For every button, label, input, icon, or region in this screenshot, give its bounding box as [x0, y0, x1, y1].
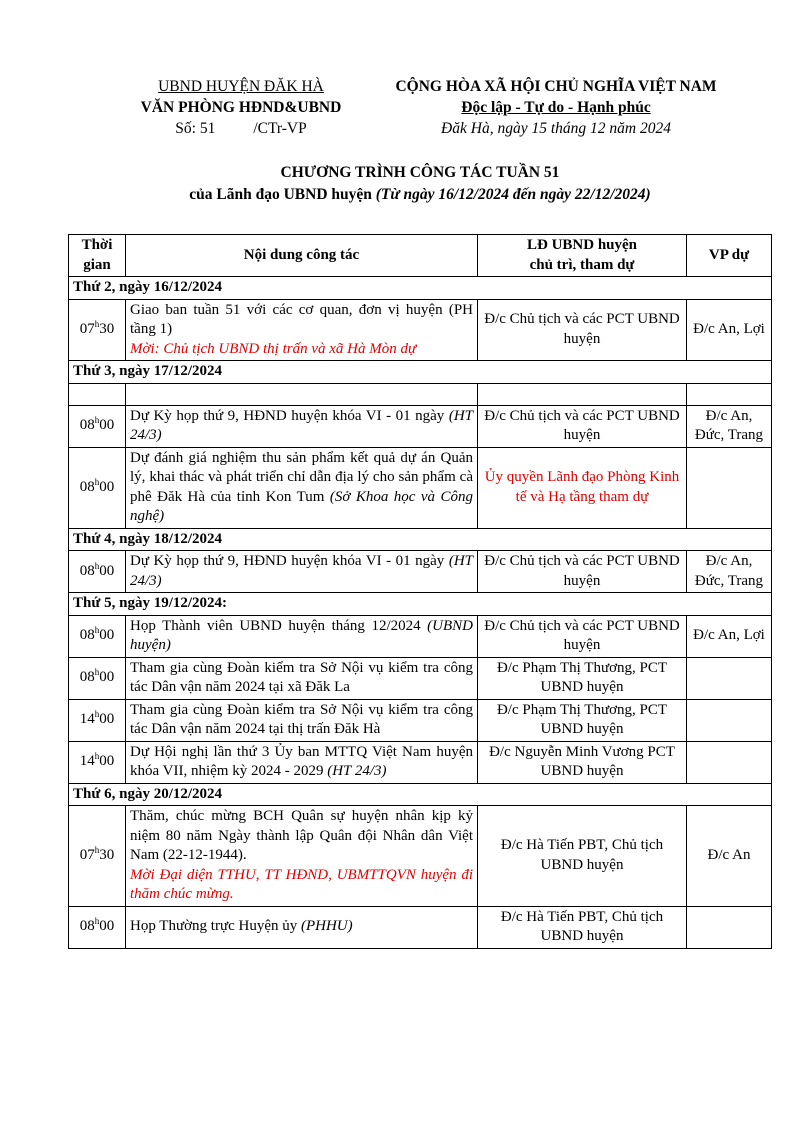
- document-number: [130, 118, 352, 139]
- nation-name: CỘNG HÒA XÃ HỘI CHỦ NGHĨA VIỆT NAM: [395, 78, 717, 95]
- leader-cell: Đ/c Nguyễn Minh Vương PCT UBND huyện: [478, 741, 687, 783]
- table-row: [69, 551, 772, 593]
- title-date-range: (Từ ngày 16/12/2024 đến ngày 22/12/2024): [375, 186, 651, 203]
- time-h-marker: h: [94, 319, 100, 329]
- time-cell: [69, 806, 126, 907]
- time-h-marker: h: [94, 476, 100, 487]
- time-h-marker: h: [94, 751, 100, 762]
- time-hour: 07: [79, 321, 95, 337]
- time-minute: 00: [99, 627, 115, 644]
- schedule-body: [69, 277, 772, 949]
- time-hour: 08: [79, 417, 95, 434]
- leader-cell: [478, 383, 687, 405]
- time-minute: 00: [99, 918, 115, 935]
- venue-note: (Sở Khoa học và Công nghệ): [130, 488, 474, 524]
- time-cell: [69, 615, 126, 657]
- time-minute: 30: [99, 847, 115, 863]
- content-text: Tham gia cùng Đoàn kiểm tra Sở Nội vụ kiểm tra công tác Dân vận năm 2024 tại thị trấn Đăk Hà: [130, 701, 473, 737]
- day-label: Thứ 4, ngày 18/12/2024: [69, 528, 772, 551]
- office-cell: [687, 699, 772, 741]
- leader-cell: Đ/c Chủ tịch và các PCT UBND huyện: [478, 615, 687, 657]
- office-cell: Đ/c An: [687, 806, 772, 907]
- time-cell: [69, 299, 126, 361]
- table-row: [69, 806, 772, 907]
- day-label: Thứ 5, ngày 19/12/2024:: [69, 593, 772, 616]
- day-header-row: [69, 783, 772, 806]
- content-cell: [126, 657, 478, 699]
- content-cell: [126, 405, 478, 447]
- doc-code: /CTr-VP: [253, 120, 307, 137]
- office-cell: Đ/c An, Đức, Trang: [687, 405, 772, 447]
- content-cell: [126, 615, 478, 657]
- time-minute: 30: [99, 321, 115, 337]
- header-office: VP dự: [687, 235, 772, 277]
- title-subject: của Lãnh đạo UBND huyện: [189, 186, 372, 203]
- content-cell: [126, 741, 478, 783]
- issuing-organization: [130, 76, 352, 139]
- time-minute: 00: [99, 711, 115, 728]
- office-cell: [687, 906, 772, 948]
- content-text: Dự Hội nghị lần thứ 3 Ủy ban MTTQ Việt Nam huyện khóa VII, nhiệm kỳ 2024 - 2029: [130, 743, 473, 779]
- time-cell: [69, 405, 126, 447]
- day-label: Thứ 6, ngày 20/12/2024: [69, 783, 772, 806]
- leader-cell: Đ/c Phạm Thị Thương, PCT UBND huyện: [478, 657, 687, 699]
- time-h-marker: h: [94, 625, 100, 636]
- office-cell: [687, 447, 772, 528]
- content-text: Tham gia cùng Đoàn kiểm tra Sở Nội vụ kiểm tra công tác Dân vận năm 2024 tại xã Đăk La: [130, 659, 473, 695]
- time-hour: 14: [79, 753, 95, 770]
- office-cell: Đ/c An, Đức, Trang: [687, 551, 772, 593]
- time-cell: [69, 699, 126, 741]
- content-cell: [126, 299, 478, 361]
- header-content: Nội dung công tác: [126, 235, 478, 277]
- office-cell: [687, 657, 772, 699]
- table-row: [69, 299, 772, 361]
- day-header-row: [69, 528, 772, 551]
- venue-note: (HT 24/3): [327, 763, 387, 779]
- motto: Độc lập - Tự do - Hạnh phúc: [461, 99, 651, 116]
- leader-cell: Đ/c Phạm Thị Thương, PCT UBND huyện: [478, 699, 687, 741]
- place-date: Đăk Hà, ngày 15 tháng 12 năm 2024: [441, 120, 671, 137]
- header-leader: LĐ UBND huyện chủ trì, tham dự: [478, 235, 687, 277]
- invitation-note: Mời Đại diện TTHU, TT HĐND, UBMTTQVN huyện đi thăm chúc mừng.: [130, 866, 473, 902]
- content-cell: [126, 806, 478, 907]
- table-row: [69, 741, 772, 783]
- table-row: [69, 699, 772, 741]
- national-heading: [384, 76, 728, 139]
- table-row: [69, 383, 772, 405]
- time-minute: 00: [99, 669, 115, 686]
- time-minute: 00: [99, 562, 115, 579]
- table-row: [69, 447, 772, 528]
- time-hour: 08: [79, 918, 95, 935]
- title-line1: CHƯƠNG TRÌNH CÔNG TÁC TUẦN 51: [280, 164, 560, 181]
- office-cell: Đ/c An, Lợi: [687, 615, 772, 657]
- time-hour: 08: [79, 478, 95, 495]
- leader-cell: Ủy quyền Lãnh đạo Phòng Kinh tế và Hạ tầng tham dự: [478, 447, 687, 528]
- time-h-marker: h: [94, 667, 100, 678]
- table-row: [69, 615, 772, 657]
- time-hour: 07: [79, 847, 95, 863]
- invitation-note: Mời: Chủ tịch UBND thị trấn và xã Hà Mòn dự: [130, 340, 417, 357]
- venue-note: (PHHU): [300, 918, 353, 935]
- time-hour: 08: [79, 562, 95, 579]
- time-cell: [69, 551, 126, 593]
- leader-cell: Đ/c Hà Tiến PBT, Chủ tịch UBND huyện: [478, 806, 687, 907]
- time-h-marker: h: [94, 415, 100, 426]
- time-h-marker: h: [94, 916, 100, 927]
- table-row: [69, 657, 772, 699]
- content-text: Dự Kỳ họp thứ 9, HĐND huyện khóa VI - 01 ngày: [130, 407, 445, 424]
- time-cell: [69, 741, 126, 783]
- org-name: UBND HUYỆN ĐĂK HÀ: [158, 78, 324, 95]
- header-time: Thời gian: [69, 235, 126, 277]
- office-cell: [687, 383, 772, 405]
- table-row: [69, 906, 772, 948]
- time-minute: 00: [99, 417, 115, 434]
- leader-cell: Đ/c Hà Tiến PBT, Chủ tịch UBND huyện: [478, 906, 687, 948]
- time-minute: 00: [99, 753, 115, 770]
- leader-cell: Đ/c Chủ tịch và các PCT UBND huyện: [478, 299, 687, 361]
- time-h-marker: h: [94, 845, 100, 855]
- content-text: Dự đánh giá nghiệm thu sản phẩm kết quả dự án Quản lý, khai thác và phát triển chỉ dẫn địa lý cho sản phẩm cà phê Đăk Hà của tỉnh Kon Tum: [130, 449, 473, 505]
- table-header-row: [69, 235, 772, 277]
- leader-cell: Đ/c Chủ tịch và các PCT UBND huyện: [478, 551, 687, 593]
- content-text: Họp Thành viên UBND huyện tháng 12/2024: [130, 617, 421, 634]
- time-h-marker: h: [94, 560, 100, 571]
- content-text: Thăm, chúc mừng BCH Quân sự huyện nhân kịp kỷ niệm 80 năm Ngày thành lập Quân đội Nhân dân Việt Nam (22-12-1944).: [130, 808, 473, 863]
- venue-note: (HT 24/3): [130, 553, 473, 589]
- content-text: Dự Kỳ họp thứ 9, HĐND huyện khóa VI - 01 ngày: [130, 553, 445, 569]
- schedule-table: [68, 234, 772, 949]
- time-cell: [69, 657, 126, 699]
- document-title: [100, 162, 740, 206]
- venue-note: (UBND huyện): [130, 617, 473, 653]
- content-cell: [126, 699, 478, 741]
- time-cell: [69, 906, 126, 948]
- content-text: Họp Thường trực Huyện ủy: [130, 918, 298, 935]
- content-text: Giao ban tuần 51 với các cơ quan, đơn vị huyện (PH tầng 1): [130, 301, 473, 337]
- day-header-row: [69, 277, 772, 300]
- day-label: Thứ 3, ngày 17/12/2024: [69, 361, 772, 384]
- time-minute: 00: [99, 478, 115, 495]
- office-cell: Đ/c An, Lợi: [687, 299, 772, 361]
- content-cell: [126, 447, 478, 528]
- time-cell: [69, 383, 126, 405]
- office-name: VĂN PHÒNG HĐND&UBND: [140, 99, 342, 116]
- leader-cell: Đ/c Chủ tịch và các PCT UBND huyện: [478, 405, 687, 447]
- venue-note: (HT 24/3): [130, 407, 473, 443]
- doc-number-label: Số: 51: [175, 120, 216, 137]
- office-cell: [687, 741, 772, 783]
- time-hour: 08: [79, 669, 95, 686]
- content-cell: [126, 383, 478, 405]
- content-cell: [126, 906, 478, 948]
- time-cell: [69, 447, 126, 528]
- table-row: [69, 405, 772, 447]
- title-line2: [100, 184, 740, 206]
- time-h-marker: h: [94, 709, 100, 720]
- time-hour: 08: [79, 627, 95, 644]
- day-header-row: [69, 361, 772, 384]
- day-label: Thứ 2, ngày 16/12/2024: [69, 277, 772, 300]
- time-hour: 14: [79, 711, 95, 728]
- day-header-row: [69, 593, 772, 616]
- content-cell: [126, 551, 478, 593]
